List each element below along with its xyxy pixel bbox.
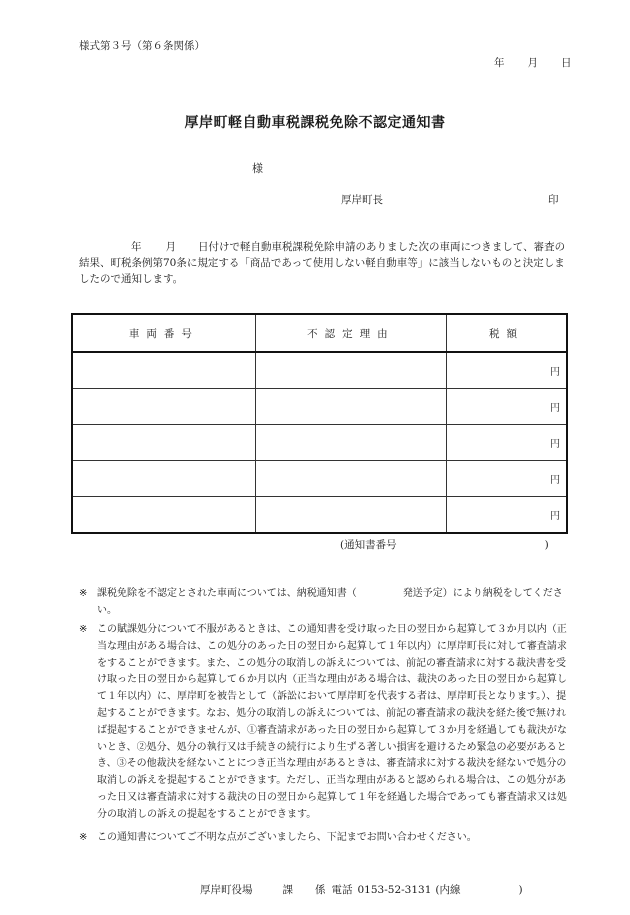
date-month: 月 (527, 57, 538, 69)
header-vehicle-number: 車両番号 (72, 314, 255, 352)
table-header-row (72, 314, 567, 352)
header-rejection-reason: 不認定理由 (255, 314, 446, 352)
tax-amount-cell[interactable]: 円 (446, 389, 567, 425)
date-day: 日 (561, 57, 572, 69)
tax-amount-cell[interactable]: 円 (446, 425, 567, 461)
note-inquiry (79, 830, 569, 847)
body-year: 年 (131, 241, 142, 253)
header-tax-amount: 税額 (446, 314, 567, 352)
rejection-reason-cell[interactable] (255, 497, 446, 534)
footer-unit: 係 (315, 884, 326, 896)
rejection-reason-cell[interactable] (255, 389, 446, 425)
table-row (72, 389, 567, 425)
table-row (72, 461, 567, 497)
seal-mark: 印 (548, 194, 559, 206)
footer-section: 課 (282, 884, 293, 896)
rejection-reason-cell[interactable] (255, 425, 446, 461)
notice-number-label: (通知書番号 (340, 539, 397, 551)
note2-text: この賦課処分について不服があるときは、この通知書を受け取った日の翌日から起算して３か月以内（正当な理由がある場合は、この処分のあった日の翌日から起算して１年以内）に厚岸町長に対して審査請求をすることができます。また、この処分の取消しの訴えについては、前記の審査請求に対する裁決書を受け取った日の翌日から起算して６か月以内（正当な理由がある場合は、裁決のあった日の翌日から起算して１年以内）に、厚岸町を被告として（訴訟において厚岸町を代表する者は、厚岸町長となります。）、提起することができます。なお、処分の取消しの訴えについては、前記の審査請求の裁決を経た後で無ければ提起することができませんが、①審査請求があった日の翌日から起算して３か月を経過しても裁決がないとき、②処分、処分の執行又は手続きの続行により生ずる著しい損害を避けるため緊急の必要があるとき、③その他裁決を経ないことにつき正当な理由があるときは、審査請求に対する裁決を経ないで処分の取消しの訴えを提起することができます。ただし、正当な理由があると認められる場合は、この処分があった日又は審査請求に対する裁決の日の翌日から起算して１年を経過した場合であっても審査請求又は処分の取消しの訴えの提起をすることができます。 (97, 624, 567, 820)
footer-phone-label: 電話 (331, 884, 353, 896)
tax-amount-cell[interactable]: 円 (446, 497, 567, 534)
footer-ext-close: ) (518, 884, 523, 896)
note1-text-b: 発送予定）により納税をしてください。 (97, 588, 563, 616)
note-mark: ※ (79, 832, 88, 843)
note-mark: ※ (79, 624, 88, 635)
contact-footer (200, 882, 523, 897)
tax-amount-cell[interactable]: 円 (446, 352, 567, 389)
vehicle-table (71, 313, 568, 534)
form-number: 様式第３号（第６条関係） (79, 40, 205, 52)
addressee: 様 (252, 162, 263, 175)
note1-text-a: 課税免除を不認定とされた車両については、納税通知書（ (97, 588, 357, 599)
note-appeal (79, 622, 569, 824)
note-tax-notice (79, 586, 569, 620)
table-row (72, 425, 567, 461)
vehicle-number-cell[interactable] (72, 497, 255, 534)
document-title: 厚岸町軽自動車税課税免除不認定通知書 (184, 115, 446, 131)
table-row (72, 352, 567, 389)
rejection-reason-cell[interactable] (255, 352, 446, 389)
notice-number-close: ) (544, 539, 549, 551)
body-paragraph (79, 239, 569, 287)
body-text: 日付けで軽自動車税課税免除申請のありました次の車両につきまして、審査の結果、町税条例第70条に規定する「商品であって使用しない軽自動車等」に該当しないものと決定しましたので通知します。 (79, 241, 566, 285)
note-mark: ※ (79, 588, 88, 599)
rejection-reason-cell[interactable] (255, 461, 446, 497)
vehicle-number-cell[interactable] (72, 425, 255, 461)
footer-office: 厚岸町役場 (200, 884, 253, 896)
issuer-name: 厚岸町長 (341, 194, 383, 206)
vehicle-number-cell[interactable] (72, 461, 255, 497)
note3-text: この通知書についてご不明な点がございましたら、下記までお問い合わせください。 (97, 832, 477, 843)
date-year: 年 (494, 57, 505, 69)
issue-date (494, 55, 572, 70)
tax-amount-cell[interactable]: 円 (446, 461, 567, 497)
footer-ext-open: (内線 (435, 884, 461, 896)
body-month: 月 (165, 241, 176, 253)
footer-phone: 0153-52-3131 (357, 884, 432, 896)
vehicle-number-cell[interactable] (72, 352, 255, 389)
notice-number (340, 537, 549, 552)
vehicle-number-cell[interactable] (72, 389, 255, 425)
table-row (72, 497, 567, 534)
